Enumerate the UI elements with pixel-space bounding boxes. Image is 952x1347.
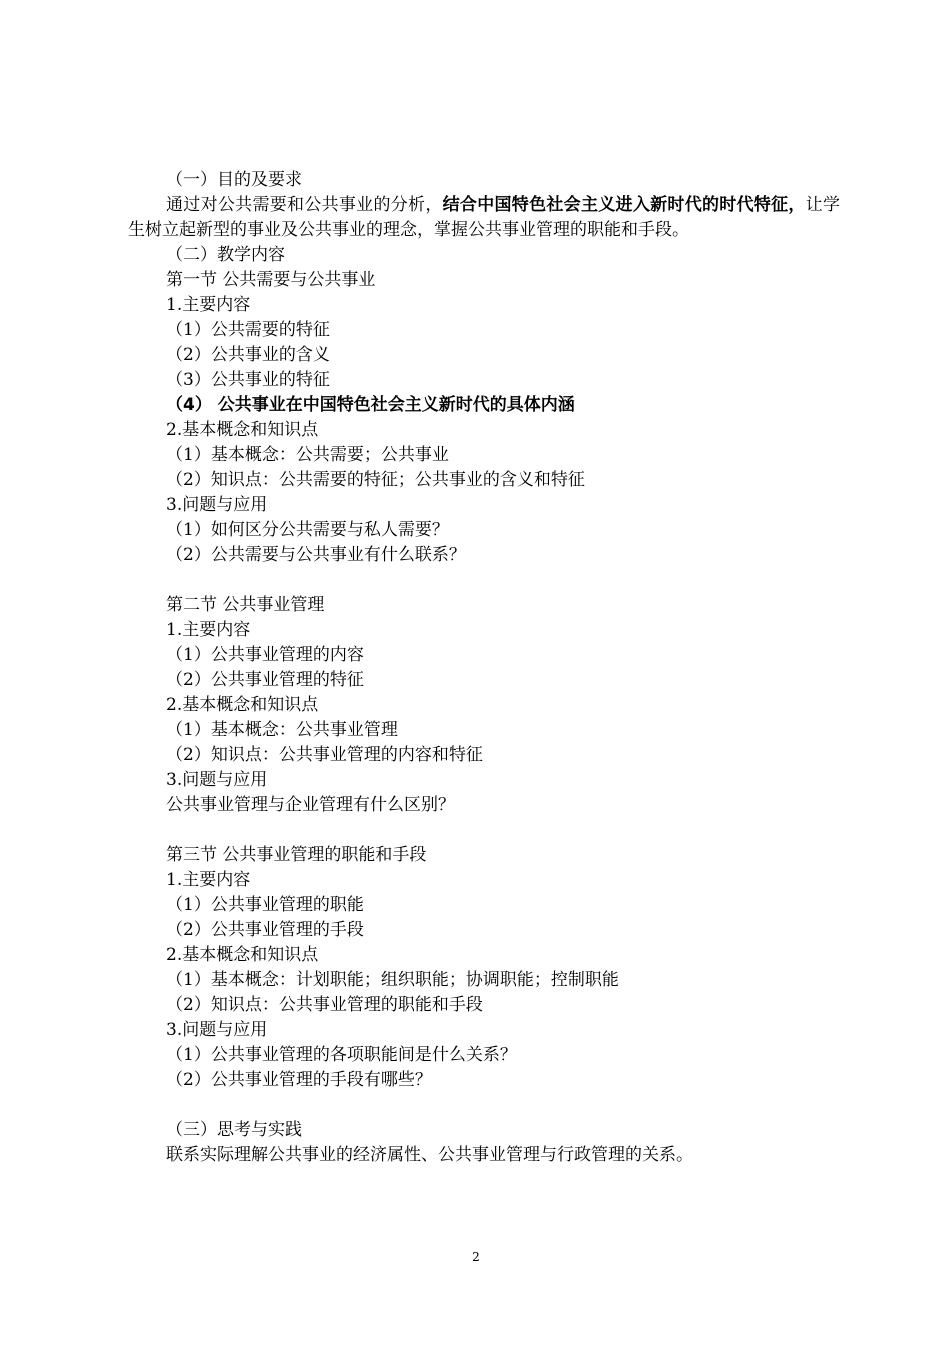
section-1-main-heading: 1.主要内容 [166,295,251,315]
blank-line [128,1093,840,1118]
purpose-heading: （一）目的及要求 [166,170,302,190]
section-3-questions-heading: 3.问题与应用 [166,1020,268,1040]
section-1-questions-heading: 3.问题与应用 [166,495,268,515]
section-1-concepts-heading: 2.基本概念和知识点 [166,420,319,440]
blank-line [128,818,840,843]
section-3-concepts-heading: 2.基本概念和知识点 [166,945,319,965]
purpose-text-part2: 让学生树立起新型的事业及公共事业的理念，掌握公共事业管理的职能和手段。 [128,195,841,240]
purpose-bold-text: 结合中国特色社会主义进入新时代的时代特征， [442,195,806,215]
section-1-main-item-3: （3）公共事业的特征 [166,370,330,390]
section-1-question-2: （2）公共需要与公共事业有什么联系？ [166,545,466,565]
section-1-concepts-item-2: （2）知识点：公共需要的特征；公共事业的含义和特征 [166,470,585,490]
section-3-main-item-1: （1）公共事业管理的职能 [166,895,364,915]
practice-text: 联系实际理解公共事业的经济属性、公共事业管理与行政管理的关系。 [166,1145,693,1165]
document-body [128,168,840,1168]
page-number: 2 [472,1250,480,1264]
section-3-question-2: （2）公共事业管理的手段有哪些？ [166,1070,432,1090]
section-2-question-1: 公共事业管理与企业管理有什么区别？ [166,795,455,815]
section-2-questions-heading: 3.问题与应用 [166,770,268,790]
section-2-concepts-heading: 2.基本概念和知识点 [166,695,319,715]
section-1-question-1: （1）如何区分公共需要与私人需要？ [166,520,449,540]
section-1-main-item-4-bold: （4） 公共事业在中国特色社会主义新时代的具体内涵 [166,395,575,415]
section-1-title: 第一节 公共需要与公共事业 [166,270,376,290]
section-3-main-item-2: （2）公共事业管理的手段 [166,920,364,940]
purpose-text-part1: 通过对公共需要和公共事业的分析， [166,195,443,215]
section-2-title: 第二节 公共事业管理 [166,595,325,615]
section-1-main-item-2: （2）公共事业的含义 [166,345,330,365]
section-3-title: 第三节 公共事业管理的职能和手段 [166,845,427,865]
section-2-main-heading: 1.主要内容 [166,620,251,640]
blank-line [128,568,840,593]
content-heading: （二）教学内容 [166,245,285,265]
section-2-main-item-1: （1）公共事业管理的内容 [166,645,364,665]
section-3-concepts-item-2: （2）知识点：公共事业管理的职能和手段 [166,995,483,1015]
practice-heading: （三）思考与实践 [166,1120,302,1140]
section-3-question-1: （1）公共事业管理的各项职能间是什么关系？ [166,1045,517,1065]
section-1-main-item-1: （1）公共需要的特征 [166,320,330,340]
section-3-concepts-item-1: （1）基本概念：计划职能；组织职能；协调职能；控制职能 [166,970,619,990]
section-1-concepts-item-1: （1）基本概念：公共需要；公共事业 [166,445,449,465]
section-2-concepts-item-1: （1）基本概念：公共事业管理 [166,720,398,740]
section-3-main-heading: 1.主要内容 [166,870,251,890]
section-2-main-item-2: （2）公共事业管理的特征 [166,670,364,690]
section-2-concepts-item-2: （2）知识点：公共事业管理的内容和特征 [166,745,483,765]
purpose-paragraph [128,193,840,243]
